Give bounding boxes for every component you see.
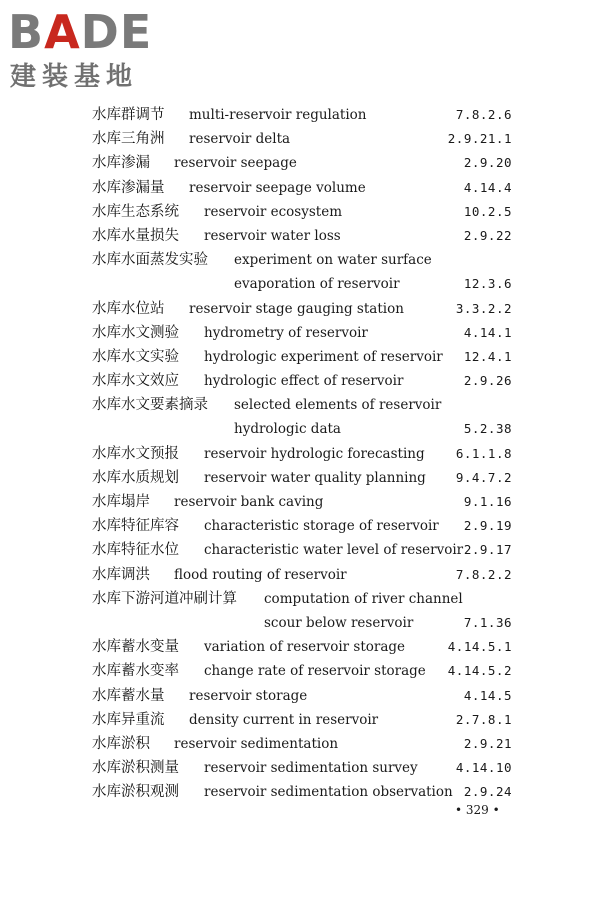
entry-chinese-term: 水库水位站 bbox=[92, 300, 165, 317]
entry-section-code: 2.9.22 bbox=[463, 227, 512, 243]
entry-english-term: hydrologic experiment of reservoir bbox=[204, 348, 443, 365]
entry-english-term: characteristic storage of reservoir bbox=[204, 518, 439, 535]
entry-section-code: 9.1.16 bbox=[463, 494, 512, 509]
glossary-entry-continuation bbox=[92, 611, 516, 635]
glossary-entry bbox=[92, 756, 516, 780]
entry-chinese-term: 水库淤积观测 bbox=[92, 784, 179, 801]
brand-wordmark bbox=[8, 6, 152, 58]
glossary-entry bbox=[92, 780, 516, 804]
glossary-entry bbox=[92, 732, 516, 756]
entry-english-term: reservoir ecosystem bbox=[204, 203, 343, 220]
glossary-entry bbox=[92, 587, 516, 611]
entry-section-code: 2.9.20 bbox=[463, 155, 512, 171]
entry-chinese-term: 水库特征水位 bbox=[92, 542, 179, 559]
entry-chinese-term: 水库异重流 bbox=[92, 711, 165, 728]
entry-english-term: reservoir bank caving bbox=[174, 494, 324, 510]
entry-chinese-term: 水库淤积 bbox=[92, 735, 150, 752]
entry-chinese-term: 水库蓄水变率 bbox=[92, 663, 179, 680]
entry-section-code: 4.14.5.1 bbox=[447, 639, 512, 655]
glossary-entry bbox=[92, 369, 516, 393]
entry-english-term: reservoir water loss bbox=[204, 227, 341, 244]
entry-english-term: change rate of reservoir storage bbox=[204, 663, 426, 680]
entry-english-term: selected elements of reservoir bbox=[234, 397, 442, 414]
entry-section-code: 6.1.1.8 bbox=[455, 445, 512, 461]
glossary-entry-continuation bbox=[92, 272, 516, 296]
brand-subtitle: 建装基地 bbox=[10, 62, 139, 92]
glossary-entry bbox=[92, 176, 516, 200]
glossary-entry bbox=[92, 538, 516, 562]
entry-section-code: 2.9.21 bbox=[463, 735, 512, 751]
entry-english-term: reservoir storage bbox=[189, 687, 308, 704]
entry-section-code: 10.2.5 bbox=[463, 203, 512, 219]
entry-section-code: 4.14.5.2 bbox=[447, 663, 512, 679]
entry-english-term: reservoir seepage bbox=[174, 155, 297, 172]
page-number: • 329 • bbox=[455, 803, 500, 817]
entry-section-code: 4.14.1 bbox=[463, 324, 512, 340]
entry-english-term: scour below reservoir bbox=[264, 614, 414, 631]
entry-chinese-term: 水库调洪 bbox=[92, 566, 150, 583]
entry-chinese-term: 水库淤积测量 bbox=[92, 760, 179, 777]
entry-english-term: reservoir sedimentation bbox=[174, 735, 339, 752]
glossary-entry bbox=[92, 466, 516, 490]
entry-english-term: hydrometry of reservoir bbox=[204, 324, 368, 341]
brand-letters-de: DE bbox=[80, 5, 153, 59]
entry-section-code: 12.4.1 bbox=[463, 348, 512, 364]
entry-english-term: characteristic water level of reservoir bbox=[204, 542, 464, 559]
entry-chinese-term: 水库水文测验 bbox=[92, 324, 179, 341]
glossary-entry bbox=[92, 563, 516, 587]
entry-chinese-term: 水库生态系统 bbox=[92, 203, 179, 220]
brand-letter-a: A bbox=[44, 5, 81, 59]
entry-section-code: 4.14.10 bbox=[455, 760, 512, 776]
entry-chinese-term: 水库水量损失 bbox=[92, 227, 179, 244]
glossary-entry bbox=[92, 393, 516, 417]
entry-section-code: 7.1.36 bbox=[463, 614, 512, 630]
entry-english-term: evaporation of reservoir bbox=[234, 276, 400, 293]
glossary-entry bbox=[92, 635, 516, 659]
entry-english-term: density current in reservoir bbox=[189, 711, 379, 728]
glossary-entry bbox=[92, 321, 516, 345]
glossary-entry bbox=[92, 127, 516, 151]
entry-english-term: reservoir water quality planning bbox=[204, 469, 426, 486]
entry-english-term: hydrologic effect of reservoir bbox=[204, 373, 404, 390]
entry-section-code: 5.2.38 bbox=[463, 421, 512, 437]
entry-chinese-term: 水库水文要素摘录 bbox=[92, 397, 208, 414]
entry-english-term: reservoir sedimentation observation bbox=[204, 784, 453, 801]
entry-chinese-term: 水库水文实验 bbox=[92, 348, 179, 365]
entry-chinese-term: 水库水文效应 bbox=[92, 373, 179, 390]
entry-english-term: reservoir seepage volume bbox=[189, 179, 366, 196]
entry-chinese-term: 水库下游河道冲刷计算 bbox=[92, 590, 237, 607]
entry-chinese-term: 水库水质规划 bbox=[92, 469, 179, 486]
entry-chinese-term: 水库三角洲 bbox=[92, 131, 165, 148]
entry-chinese-term: 水库群调节 bbox=[92, 107, 165, 123]
entry-chinese-term: 水库特征库容 bbox=[92, 518, 179, 535]
entry-chinese-term: 水库蓄水变量 bbox=[92, 639, 179, 656]
entry-chinese-term: 水库水文预报 bbox=[92, 445, 179, 462]
entry-section-code: 7.8.2.6 bbox=[455, 107, 512, 122]
entry-section-code: 2.7.8.1 bbox=[455, 711, 512, 727]
entry-english-term: computation of river channel bbox=[264, 590, 463, 607]
entry-english-term: reservoir sedimentation survey bbox=[204, 760, 418, 777]
entry-section-code: 4.14.5 bbox=[463, 687, 512, 703]
entry-section-code: 4.14.4 bbox=[463, 179, 512, 195]
entry-chinese-term: 水库渗漏量 bbox=[92, 179, 165, 196]
glossary-entry bbox=[92, 490, 516, 514]
entry-section-code: 3.3.2.2 bbox=[455, 300, 512, 316]
entry-chinese-term: 水库渗漏 bbox=[92, 155, 150, 172]
glossary-entry bbox=[92, 200, 516, 224]
glossary-entry-continuation bbox=[92, 417, 516, 441]
entry-section-code: 2.9.26 bbox=[463, 373, 512, 389]
entry-english-term: reservoir hydrologic forecasting bbox=[204, 445, 425, 462]
glossary-entry bbox=[92, 684, 516, 708]
glossary-entry bbox=[92, 151, 516, 175]
entry-section-code: 2.9.21.1 bbox=[447, 131, 512, 147]
glossary-entry bbox=[92, 297, 516, 321]
brand-logo bbox=[8, 6, 178, 96]
entry-chinese-term: 水库蓄水量 bbox=[92, 687, 165, 704]
entry-chinese-term: 水库水面蒸发实验 bbox=[92, 252, 208, 269]
entry-english-term: reservoir stage gauging station bbox=[189, 300, 404, 317]
glossary-entry bbox=[92, 248, 516, 272]
glossary-entry-list bbox=[92, 103, 516, 804]
glossary-entry bbox=[92, 708, 516, 732]
entry-english-term: experiment on water surface bbox=[234, 252, 432, 269]
entry-section-code: 2.9.24 bbox=[463, 784, 512, 800]
glossary-entry bbox=[92, 514, 516, 538]
entry-chinese-term: 水库塌岸 bbox=[92, 494, 150, 510]
glossary-entry bbox=[92, 345, 516, 369]
entry-english-term: hydrologic data bbox=[234, 421, 341, 438]
entry-section-code: 2.9.19 bbox=[463, 518, 512, 534]
entry-english-term: reservoir delta bbox=[189, 131, 291, 148]
entry-english-term: variation of reservoir storage bbox=[204, 639, 406, 656]
entry-english-term: flood routing of reservoir bbox=[174, 566, 347, 583]
entry-section-code: 12.3.6 bbox=[463, 276, 512, 292]
brand-letter-b: B bbox=[8, 5, 45, 59]
glossary-entry bbox=[92, 442, 516, 466]
entry-english-term: multi-reservoir regulation bbox=[189, 107, 367, 123]
glossary-entry bbox=[92, 659, 516, 683]
entry-section-code: 9.4.7.2 bbox=[455, 469, 512, 485]
entry-section-code: 7.8.2.2 bbox=[455, 566, 512, 582]
glossary-entry bbox=[92, 224, 516, 248]
glossary-entry bbox=[92, 103, 516, 127]
entry-section-code: 2.9.17 bbox=[463, 542, 512, 558]
